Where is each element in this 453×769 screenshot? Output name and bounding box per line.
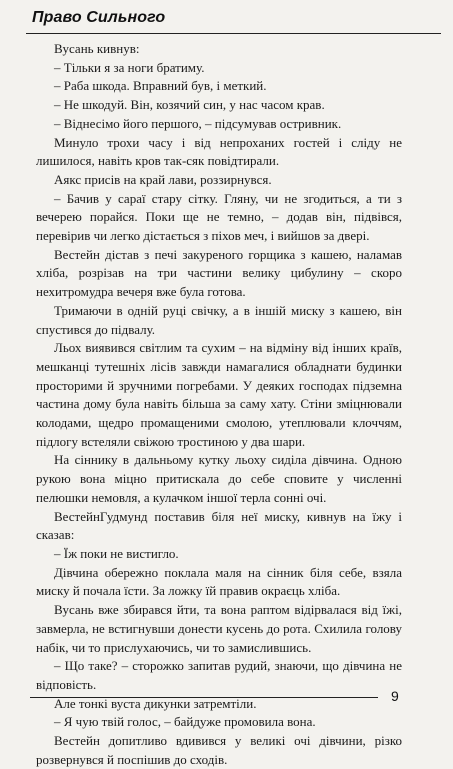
paragraph: – Не шкодуй. Він, козячий син, у нас часом крав. [54,97,325,113]
paragraph: – Що таке? – сторожко запитав рудий, знаючи, що дівчина не відповість. [36,658,402,692]
paragraph: ВестейнГудмунд поставив біля неї миску, кивнув на їжу і сказав: [36,508,402,543]
paragraph: Минуло трохи часу і від непроханих гостей і сліду не лишилося, навіть кров так-сяк повідтирали. [36,134,402,169]
paragraph: – Їж поки не вистигло. [54,545,179,561]
paragraph: Але тонкі вуста дикунки затремтіли. [54,695,257,711]
paragraph: Льох виявився світлим та сухим – на відміну від інших країв, мешканці тутешніх лісів завжди намагалися обладнати будинки просторими й зручними погребами. У деяких господах підземна частина дому була навіть більша за саму хату. Стіни зміцнювали колодами, щедро промащеними смолою, утеплювали клоччям, підлогу встеляли свіжою тростиною у два шари. [36,340,402,449]
paragraph: Дівчина обережно поклала маля на сінник біля себе, взяла миску й почала їсти. За ложку їй правив окраєць хліба. [36,564,402,599]
book-text-body [36,40,402,769]
running-head-title: Право Сильного [32,9,166,26]
paragraph: – Раба шкода. Вправний був, і меткий. [54,78,267,94]
paragraph: – Тільки я за ноги братиму. [54,59,205,75]
paragraph: Вусань вже збирався йти, та вона раптом відірвалася від їжі, завмерла, не встигнувши донести кусень до рота. Схилила голову набік, чи то прислухаючись, чи то замислившись. [36,602,402,655]
paragraph: – Віднесімо його першого, – підсумував остривник. [54,115,342,131]
paragraph: Вестейн допитливо вдивився у великі очі дівчини, різко розвернувся й поспішив до сходів. [36,733,402,767]
paragraph: Аякс присів на край лави, роззирнувся. [54,171,272,187]
page-header [26,7,441,34]
page-number: 9 [391,688,399,704]
paragraph: Вусань кивнув: [54,41,140,56]
paragraph: На сіннику в дальньому кутку льоху сиділа дівчина. Одною рукою вона міцно притискала до себе сповите у численні пелюшки немовля, а кулачком іншої терла сонні очі. [36,452,402,505]
paragraph: Тримаючи в одній руці свічку, а в іншій миску з кашею, він спустився до підвалу. [36,302,402,337]
footer-rule [30,697,378,698]
paragraph: – Бачив у сараї стару сітку. Гляну, чи не згодиться, а ти з вечерею порайся. Поки ще не темно, – додав він, підвівся, перевірив чи легко дістається з піхов меч, і вийшов за двері. [36,190,402,244]
paragraph: Вестейн дістав з печі закуреного горщика з кашею, наламав хліба, розрізав на три частини велику цибулину – скоро нехитромудра вечеря вже була готова. [36,246,402,300]
paragraph: – Я чую твій голос, – байдуже промовила вона. [54,714,316,730]
